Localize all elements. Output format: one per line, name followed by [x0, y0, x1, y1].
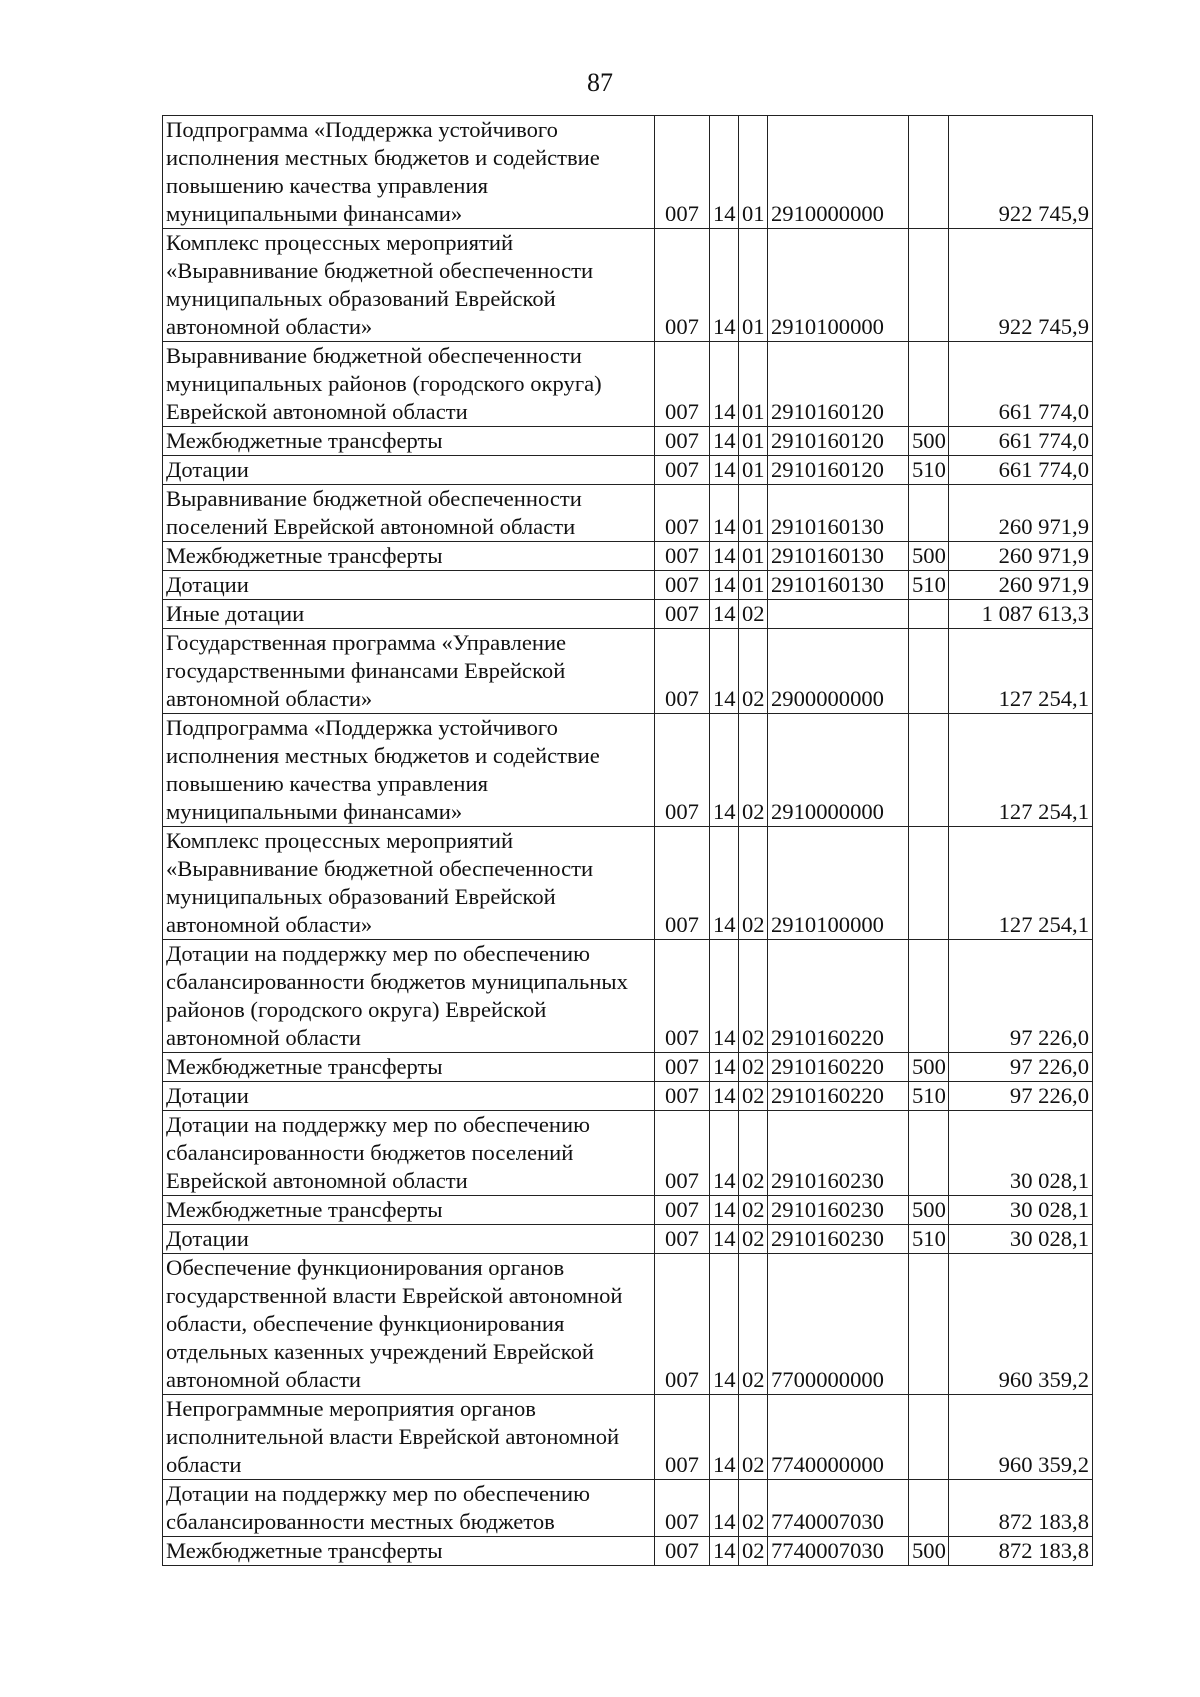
ministry-code-cell: 007 — [655, 427, 710, 456]
row-name-cell: Дотации — [163, 456, 655, 485]
row-name-cell: Межбюджетные трансферты — [163, 1537, 655, 1566]
table-row — [163, 1082, 1093, 1111]
target-article-cell: 2910160130 — [768, 542, 909, 571]
subsection-code-cell: 01 — [739, 571, 768, 600]
subsection-code-cell: 01 — [739, 342, 768, 427]
row-name-cell: Дотации — [163, 571, 655, 600]
table-row — [163, 714, 1093, 827]
ministry-code-cell: 007 — [655, 1196, 710, 1225]
target-article-cell: 2910160130 — [768, 485, 909, 542]
subsection-code-cell: 02 — [739, 1254, 768, 1395]
ministry-code-cell: 007 — [655, 485, 710, 542]
target-article-cell: 2910160220 — [768, 1053, 909, 1082]
row-name-cell: Обеспечение функционирования органов государственной власти Еврейской автономной области, обеспечение функционирования отдельных казенных учреждений Еврейской автономной области — [163, 1254, 655, 1395]
expense-type-cell — [909, 600, 949, 629]
subsection-code-cell: 02 — [739, 1537, 768, 1566]
expense-type-cell: 510 — [909, 456, 949, 485]
table-row — [163, 940, 1093, 1053]
budget-table — [162, 115, 1093, 1566]
amount-cell: 260 971,9 — [949, 485, 1093, 542]
expense-type-cell: 500 — [909, 1053, 949, 1082]
ministry-code-cell: 007 — [655, 1395, 710, 1480]
section-code-cell: 14 — [710, 1225, 739, 1254]
subsection-code-cell: 02 — [739, 600, 768, 629]
section-code-cell: 14 — [710, 1053, 739, 1082]
amount-cell: 922 745,9 — [949, 116, 1093, 229]
target-article-cell — [768, 600, 909, 629]
subsection-code-cell: 01 — [739, 542, 768, 571]
page-number: 87 — [587, 68, 613, 97]
subsection-code-cell: 02 — [739, 1395, 768, 1480]
expense-type-cell: 510 — [909, 1082, 949, 1111]
ministry-code-cell: 007 — [655, 1082, 710, 1111]
amount-cell: 97 226,0 — [949, 1082, 1093, 1111]
target-article-cell: 7740007030 — [768, 1537, 909, 1566]
target-article-cell: 2910000000 — [768, 714, 909, 827]
subsection-code-cell: 02 — [739, 714, 768, 827]
section-code-cell: 14 — [710, 571, 739, 600]
amount-cell: 127 254,1 — [949, 827, 1093, 940]
ministry-code-cell: 007 — [655, 116, 710, 229]
target-article-cell: 2910100000 — [768, 229, 909, 342]
amount-cell: 661 774,0 — [949, 427, 1093, 456]
row-name-cell: Комплекс процессных мероприятий «Выравнивание бюджетной обеспеченности муниципальных образований Еврейской автономной области» — [163, 827, 655, 940]
expense-type-cell — [909, 827, 949, 940]
table-row — [163, 600, 1093, 629]
amount-cell: 661 774,0 — [949, 342, 1093, 427]
expense-type-cell — [909, 629, 949, 714]
subsection-code-cell: 02 — [739, 940, 768, 1053]
table-row — [163, 827, 1093, 940]
table-row — [163, 229, 1093, 342]
target-article-cell: 2910000000 — [768, 116, 909, 229]
target-article-cell: 2910160220 — [768, 1082, 909, 1111]
subsection-code-cell: 01 — [739, 427, 768, 456]
budget-table-body — [163, 116, 1093, 1566]
amount-cell: 30 028,1 — [949, 1111, 1093, 1196]
table-row — [163, 1480, 1093, 1537]
section-code-cell: 14 — [710, 1082, 739, 1111]
subsection-code-cell: 02 — [739, 1082, 768, 1111]
amount-cell: 30 028,1 — [949, 1225, 1093, 1254]
amount-cell: 922 745,9 — [949, 229, 1093, 342]
row-name-cell: Подпрограмма «Поддержка устойчивого исполнения местных бюджетов и содействие повышению качества управления муниципальными финансами» — [163, 714, 655, 827]
section-code-cell: 14 — [710, 600, 739, 629]
subsection-code-cell: 02 — [739, 629, 768, 714]
target-article-cell: 2900000000 — [768, 629, 909, 714]
expense-type-cell: 500 — [909, 1537, 949, 1566]
expense-type-cell: 500 — [909, 427, 949, 456]
table-row — [163, 1111, 1093, 1196]
ministry-code-cell: 007 — [655, 714, 710, 827]
target-article-cell: 2910160120 — [768, 427, 909, 456]
expense-type-cell — [909, 714, 949, 827]
row-name-cell: Межбюджетные трансферты — [163, 1053, 655, 1082]
expense-type-cell: 500 — [909, 542, 949, 571]
expense-type-cell — [909, 229, 949, 342]
ministry-code-cell: 007 — [655, 229, 710, 342]
section-code-cell: 14 — [710, 542, 739, 571]
amount-cell: 260 971,9 — [949, 542, 1093, 571]
amount-cell: 97 226,0 — [949, 1053, 1093, 1082]
subsection-code-cell: 02 — [739, 827, 768, 940]
subsection-code-cell: 01 — [739, 485, 768, 542]
row-name-cell: Выравнивание бюджетной обеспеченности муниципальных районов (городского округа) Еврейской автономной области — [163, 342, 655, 427]
expense-type-cell: 510 — [909, 571, 949, 600]
ministry-code-cell: 007 — [655, 1225, 710, 1254]
expense-type-cell — [909, 485, 949, 542]
row-name-cell: Дотации на поддержку мер по обеспечению сбалансированности местных бюджетов — [163, 1480, 655, 1537]
table-row — [163, 542, 1093, 571]
row-name-cell: Межбюджетные трансферты — [163, 427, 655, 456]
table-row — [163, 456, 1093, 485]
row-name-cell: Дотации — [163, 1225, 655, 1254]
amount-cell: 872 183,8 — [949, 1537, 1093, 1566]
row-name-cell: Дотации на поддержку мер по обеспечению сбалансированности бюджетов поселений Еврейской автономной области — [163, 1111, 655, 1196]
row-name-cell: Непрограммные мероприятия органов исполнительной власти Еврейской автономной области — [163, 1395, 655, 1480]
ministry-code-cell: 007 — [655, 1053, 710, 1082]
section-code-cell: 14 — [710, 1480, 739, 1537]
expense-type-cell — [909, 1254, 949, 1395]
table-row — [163, 1053, 1093, 1082]
subsection-code-cell: 02 — [739, 1225, 768, 1254]
table-row — [163, 342, 1093, 427]
expense-type-cell — [909, 342, 949, 427]
amount-cell: 127 254,1 — [949, 714, 1093, 827]
subsection-code-cell: 01 — [739, 456, 768, 485]
section-code-cell: 14 — [710, 1537, 739, 1566]
table-row — [163, 1196, 1093, 1225]
section-code-cell: 14 — [710, 116, 739, 229]
section-code-cell: 14 — [710, 827, 739, 940]
subsection-code-cell: 01 — [739, 116, 768, 229]
section-code-cell: 14 — [710, 1196, 739, 1225]
ministry-code-cell: 007 — [655, 1537, 710, 1566]
amount-cell: 97 226,0 — [949, 940, 1093, 1053]
target-article-cell: 2910160220 — [768, 940, 909, 1053]
expense-type-cell: 500 — [909, 1196, 949, 1225]
target-article-cell: 2910100000 — [768, 827, 909, 940]
row-name-cell: Межбюджетные трансферты — [163, 542, 655, 571]
table-row — [163, 485, 1093, 542]
amount-cell: 1 087 613,3 — [949, 600, 1093, 629]
ministry-code-cell: 007 — [655, 629, 710, 714]
table-row — [163, 116, 1093, 229]
table-row — [163, 1254, 1093, 1395]
ministry-code-cell: 007 — [655, 940, 710, 1053]
amount-cell: 127 254,1 — [949, 629, 1093, 714]
section-code-cell: 14 — [710, 1111, 739, 1196]
section-code-cell: 14 — [710, 1395, 739, 1480]
section-code-cell: 14 — [710, 229, 739, 342]
amount-cell: 960 359,2 — [949, 1254, 1093, 1395]
subsection-code-cell: 02 — [739, 1053, 768, 1082]
row-name-cell: Дотации — [163, 1082, 655, 1111]
target-article-cell: 2910160230 — [768, 1225, 909, 1254]
section-code-cell: 14 — [710, 629, 739, 714]
expense-type-cell — [909, 1111, 949, 1196]
subsection-code-cell: 02 — [739, 1196, 768, 1225]
row-name-cell: Государственная программа «Управление государственными финансами Еврейской автономной области» — [163, 629, 655, 714]
table-row — [163, 1225, 1093, 1254]
ministry-code-cell: 007 — [655, 600, 710, 629]
section-code-cell: 14 — [710, 342, 739, 427]
target-article-cell: 2910160230 — [768, 1111, 909, 1196]
section-code-cell: 14 — [710, 1254, 739, 1395]
table-row — [163, 629, 1093, 714]
table-row — [163, 1395, 1093, 1480]
expense-type-cell — [909, 1480, 949, 1537]
expense-type-cell — [909, 1395, 949, 1480]
section-code-cell: 14 — [710, 940, 739, 1053]
target-article-cell: 7740007030 — [768, 1480, 909, 1537]
ministry-code-cell: 007 — [655, 542, 710, 571]
table-row — [163, 571, 1093, 600]
row-name-cell: Иные дотации — [163, 600, 655, 629]
target-article-cell: 2910160230 — [768, 1196, 909, 1225]
target-article-cell: 2910160130 — [768, 571, 909, 600]
table-row — [163, 427, 1093, 456]
row-name-cell: Межбюджетные трансферты — [163, 1196, 655, 1225]
expense-type-cell — [909, 116, 949, 229]
ministry-code-cell: 007 — [655, 1254, 710, 1395]
subsection-code-cell: 02 — [739, 1111, 768, 1196]
ministry-code-cell: 007 — [655, 456, 710, 485]
row-name-cell: Комплекс процессных мероприятий «Выравнивание бюджетной обеспеченности муниципальных образований Еврейской автономной области» — [163, 229, 655, 342]
amount-cell: 260 971,9 — [949, 571, 1093, 600]
section-code-cell: 14 — [710, 456, 739, 485]
section-code-cell: 14 — [710, 485, 739, 542]
subsection-code-cell: 02 — [739, 1480, 768, 1537]
ministry-code-cell: 007 — [655, 571, 710, 600]
target-article-cell: 2910160120 — [768, 456, 909, 485]
row-name-cell: Выравнивание бюджетной обеспеченности поселений Еврейской автономной области — [163, 485, 655, 542]
section-code-cell: 14 — [710, 714, 739, 827]
target-article-cell: 7700000000 — [768, 1254, 909, 1395]
row-name-cell: Подпрограмма «Поддержка устойчивого исполнения местных бюджетов и содействие повышению качества управления муниципальными финансами» — [163, 116, 655, 229]
amount-cell: 872 183,8 — [949, 1480, 1093, 1537]
amount-cell: 960 359,2 — [949, 1395, 1093, 1480]
amount-cell: 661 774,0 — [949, 456, 1093, 485]
table-row — [163, 1537, 1093, 1566]
ministry-code-cell: 007 — [655, 1111, 710, 1196]
expense-type-cell — [909, 940, 949, 1053]
subsection-code-cell: 01 — [739, 229, 768, 342]
ministry-code-cell: 007 — [655, 827, 710, 940]
ministry-code-cell: 007 — [655, 1480, 710, 1537]
section-code-cell: 14 — [710, 427, 739, 456]
target-article-cell: 7740000000 — [768, 1395, 909, 1480]
ministry-code-cell: 007 — [655, 342, 710, 427]
amount-cell: 30 028,1 — [949, 1196, 1093, 1225]
expense-type-cell: 510 — [909, 1225, 949, 1254]
target-article-cell: 2910160120 — [768, 342, 909, 427]
row-name-cell: Дотации на поддержку мер по обеспечению сбалансированности бюджетов муниципальных районов (городского округа) Еврейской автономной области — [163, 940, 655, 1053]
